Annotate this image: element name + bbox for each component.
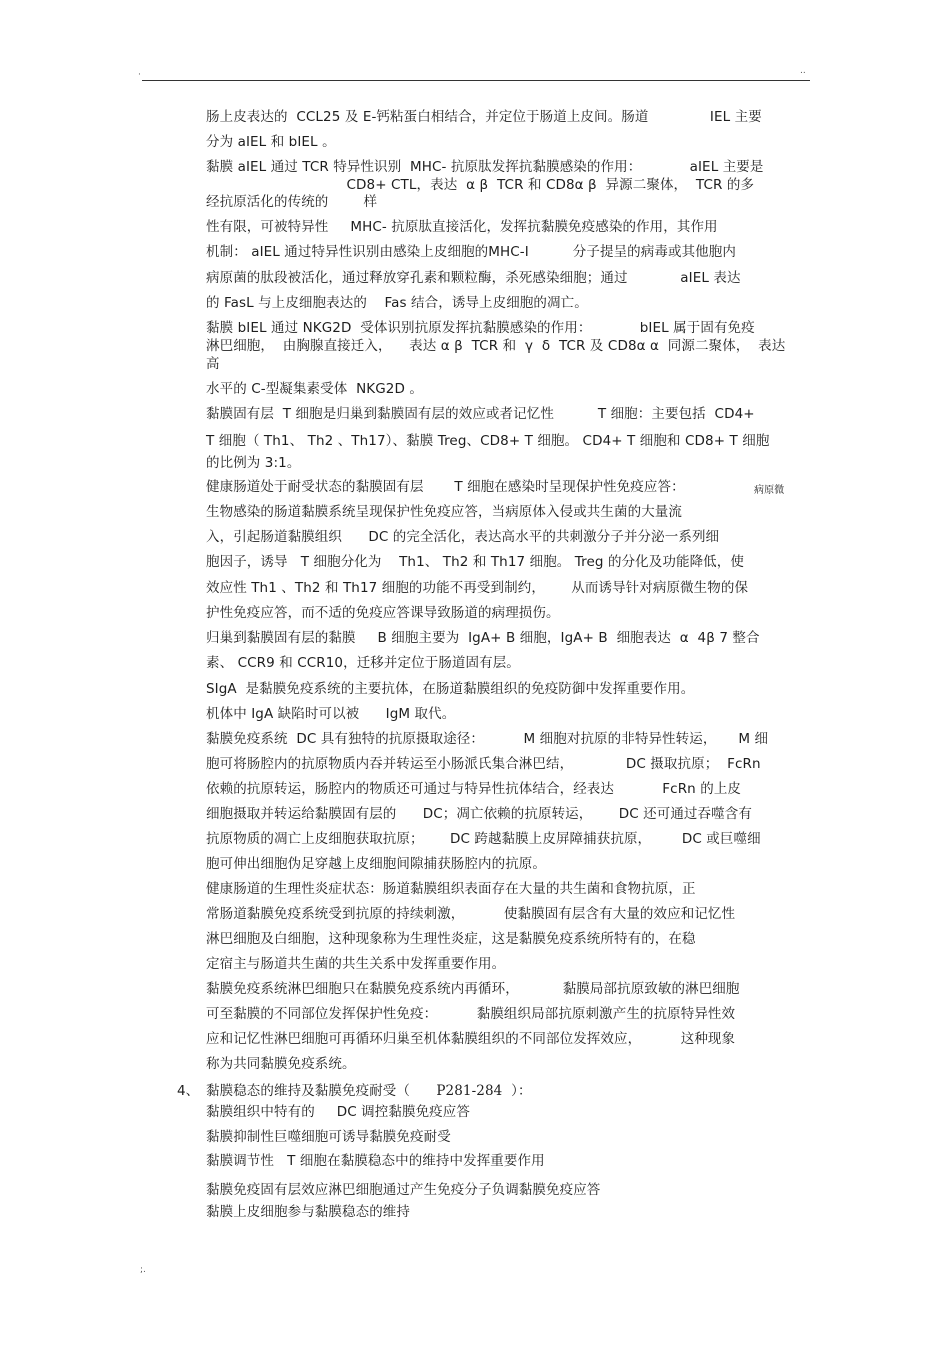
- text-line: 依赖的抗原转运，肠腔内的物质还可通过与特异性抗体结合，经表达 FcRn 的上皮: [206, 781, 742, 797]
- text-line: 抗原物质的凋亡上皮细胞获取抗原； DC 跨越黏膜上皮屏障捕获抗原， DC 或巨噬细: [206, 831, 761, 847]
- text-line: 入，引起肠道黏膜组织 DC 的完全活化，表达高水平的共刺激分子并分泌一系列细: [206, 529, 720, 545]
- text-line: 胞可将肠腔内的抗原物质内吞并转运至小肠派氏集合淋巴结， DC 摄取抗原； FcRn: [206, 756, 761, 772]
- header-rule: [142, 80, 810, 81]
- text-line: 机制： aIEL 通过特异性识别由感染上皮细胞的MHC-I 分子提呈的病毒或其他胞内: [206, 244, 736, 260]
- list-item: 黏膜组织中特有的 DC 调控黏膜免疫应答: [206, 1104, 470, 1120]
- text-line: 素、 CCR9 和 CCR10，迁移并定位于肠道固有层。: [206, 655, 520, 671]
- text-line: 淋巴细胞， 由胸腺直接迁入， 表达 α β TCR 和 γ δ TCR 及 CD8α α 同源二聚体， 表达: [206, 338, 786, 354]
- text-line: 黏膜 bIEL 通过 NKG2D 受体识别抗原发挥抗黏膜感染的作用： bIEL 属于固有免疫: [206, 320, 755, 336]
- header-mark-left: ·: [138, 70, 141, 80]
- text-line: 肠上皮表达的 CCL25 及 E-钙粘蛋白相结合，并定位于肠道上皮间。肠道 IEL 主要: [206, 109, 762, 125]
- text-line: 病原菌的肽段被活化，通过释放穿孔素和颗粒酶，杀死感染细胞；通过 aIEL 表达: [206, 270, 741, 286]
- section-title: 黏膜稳态的维持及黏膜免疫耐受（ P281-284 ）：: [206, 1083, 532, 1099]
- footer-mark-left: ;.: [140, 1265, 146, 1275]
- list-item: 黏膜免疫固有层效应淋巴细胞通过产生免疫分子负调黏膜免疫应答: [206, 1182, 601, 1198]
- text-line: 细胞摄取并转运给黏膜固有层的 DC；凋亡依赖的抗原转运， DC 还可通过吞噬含有: [206, 806, 752, 822]
- text-line: 分为 aIEL 和 bIEL 。: [206, 134, 336, 150]
- section-number: 4、: [177, 1083, 200, 1099]
- text-line: 机体中 IgA 缺陷时可以被 IgM 取代。: [206, 706, 456, 722]
- header-mark-right: ..: [800, 66, 806, 76]
- text-line: 黏膜免疫系统 DC 具有独特的抗原摄取途径： M 细胞对抗原的非特异性转运， M 细: [206, 731, 769, 747]
- text-line: 归巢到黏膜固有层的黏膜 B 细胞主要为 IgA+ B 细胞，IgA+ B 细胞表达 α 4β 7 整合: [206, 630, 760, 646]
- text-line: SIgA 是黏膜免疫系统的主要抗体，在肠道黏膜组织的免疫防御中发挥重要作用。: [206, 681, 695, 697]
- text-line: 生物感染的肠道黏膜系统呈现保护性免疫应答，当病原体入侵或共生菌的大量流: [206, 504, 682, 520]
- text-line: 可至黏膜的不同部位发挥保护性免疫： 黏膜组织局部抗原刺激产生的抗原特异性效: [206, 1006, 736, 1022]
- text-line: 黏膜固有层 T 细胞是归巢到黏膜固有层的效应或者记忆性 T 细胞：主要包括 CD4+: [206, 406, 755, 422]
- text-line: 的 FasL 与上皮细胞表达的 Fas 结合，诱导上皮细胞的凋亡。: [206, 295, 588, 311]
- small-note: 病原微: [754, 485, 785, 496]
- text-line: 高: [206, 356, 220, 372]
- text-line: 称为共同黏膜免疫系统。: [206, 1056, 356, 1072]
- text-line: 的比例为 3:1。: [206, 455, 301, 471]
- text-line: 胞因子，诱导 T 细胞分化为 Th1、 Th2 和 Th17 细胞。 Treg 的分化及功能降低，使: [206, 554, 744, 570]
- text-line: 淋巴细胞及白细胞，这种现象称为生理性炎症，这是黏膜免疫系统所特有的，在稳: [206, 931, 696, 947]
- text-line: 应和记忆性淋巴细胞可再循环归巢至机体黏膜组织的不同部位发挥效应， 这种现象: [206, 1031, 736, 1047]
- text-line: 水平的 C-型凝集素受体 NKG2D 。: [206, 381, 423, 397]
- text-line: T 细胞（ Th1、 Th2 、Th17）、黏膜 Treg、CD8+ T 细胞。 CD4+ T 细胞和 CD8+ T 细胞: [206, 433, 770, 449]
- text-line: 定宿主与肠道共生菌的共生关系中发挥重要作用。: [206, 956, 506, 972]
- text-line: 健康肠道的生理性炎症状态：肠道黏膜组织表面存在大量的共生菌和食物抗原，正: [206, 881, 696, 897]
- text-line: 黏膜免疫系统淋巴细胞只在黏膜免疫系统内再循环， 黏膜局部抗原致敏的淋巴细胞: [206, 981, 740, 997]
- list-item: 黏膜上皮细胞参与黏膜稳态的维持: [206, 1204, 410, 1220]
- list-item: 黏膜抑制性巨噬细胞可诱导黏膜免疫耐受: [206, 1129, 451, 1145]
- text-line: 效应性 Th1 、Th2 和 Th17 细胞的功能不再受到制约， 从而诱导针对病原微生物的保: [206, 580, 749, 596]
- text-line: 性有限，可被特异性 MHC- 抗原肽直接活化，发挥抗黏膜免疫感染的作用，其作用: [206, 219, 718, 235]
- text-line: CD8+ CTL，表达 α β TCR 和 CD8α β 异源二聚体， TCR 的多: [206, 177, 755, 193]
- text-line: 胞可伸出细胞伪足穿越上皮细胞间隙捕获肠腔内的抗原。: [206, 856, 546, 872]
- text-line: 黏膜 aIEL 通过 TCR 特异性识别 MHC- 抗原肽发挥抗黏膜感染的作用： aIEL 主要是: [206, 159, 764, 175]
- text-line: 护性免疫应答，而不适的免疫应答课导致肠道的病理损伤。: [206, 605, 560, 621]
- list-item: 黏膜调节性 T 细胞在黏膜稳态中的维持中发挥重要作用: [206, 1153, 545, 1169]
- text-line: 常肠道黏膜免疫系统受到抗原的持续刺激， 使黏膜固有层含有大量的效应和记忆性: [206, 906, 736, 922]
- text-line: 健康肠道处于耐受状态的黏膜固有层 T 细胞在感染时呈现保护性免疫应答：: [206, 479, 685, 495]
- text-line: 经抗原活化的传统的 样: [206, 194, 378, 210]
